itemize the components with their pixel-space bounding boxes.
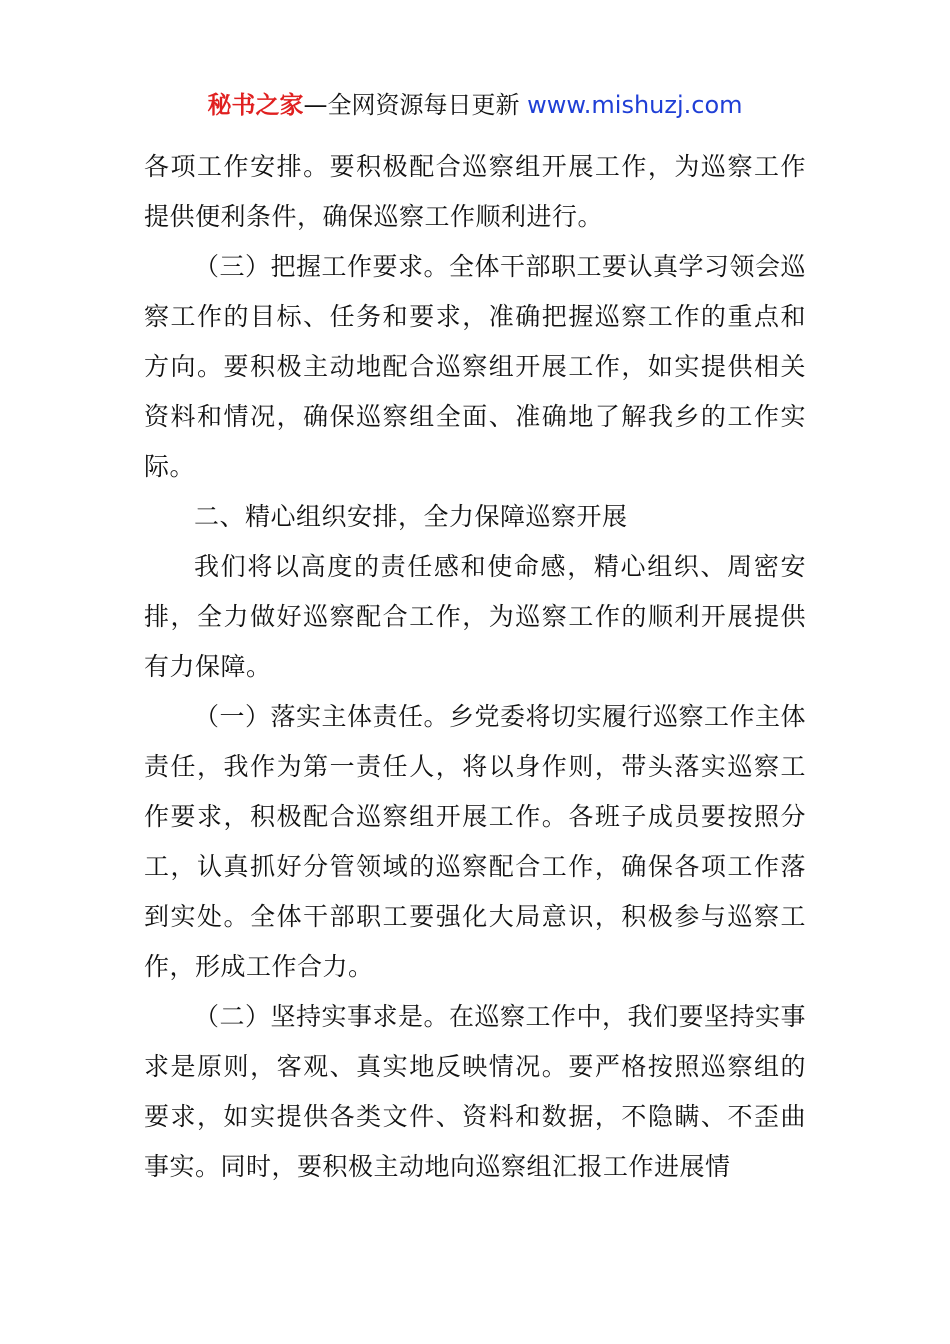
- paragraph-subsection-2: （二）坚持实事求是。在巡察工作中，我们要坚持实事求是原则，客观、真实地反映情况。要严格按照巡察组的要求，如实提供各类文件、资料和数据，不隐瞒、不歪曲事实。同时，要积极主动地向巡察组汇报工作进展情: [144, 1002, 807, 1181]
- paragraph-intro: 我们将以高度的责任感和使命感，精心组织、周密安排，全力做好巡察配合工作，为巡察工作的顺利开展提供有力保障。: [144, 552, 806, 681]
- document-body: [144, 142, 806, 1192]
- site-url-link[interactable]: www.mishuzj.com: [527, 91, 743, 119]
- paragraph-section-3: （三）把握工作要求。全体干部职工要认真学习领会巡察工作的目标、任务和要求，准确把握巡察工作的重点和方向。要积极主动地配合巡察组开展工作，如实提供相关资料和情况，确保巡察组全面、准确地了解我乡的工作实际。: [144, 252, 807, 481]
- paragraph-continuation: 各项工作安排。要积极配合巡察组开展工作，为巡察工作提供便利条件，确保巡察工作顺利进行。: [144, 152, 806, 231]
- page-header: [0, 88, 950, 122]
- paragraph-subsection-1: （一）落实主体责任。乡党委将切实履行巡察工作主体责任，我作为第一责任人，将以身作则，带头落实巡察工作要求，积极配合巡察组开展工作。各班子成员要按照分工，认真抓好分管领域的巡察配合工作，确保各项工作落到实处。全体干部职工要强化大局意识，积极参与巡察工作，形成工作合力。: [144, 702, 807, 981]
- brand-name: 秘书之家: [207, 91, 304, 119]
- header-tagline: —全网资源每日更新: [303, 91, 528, 119]
- section-heading-2: 二、精心组织安排，全力保障巡察开展: [194, 502, 628, 531]
